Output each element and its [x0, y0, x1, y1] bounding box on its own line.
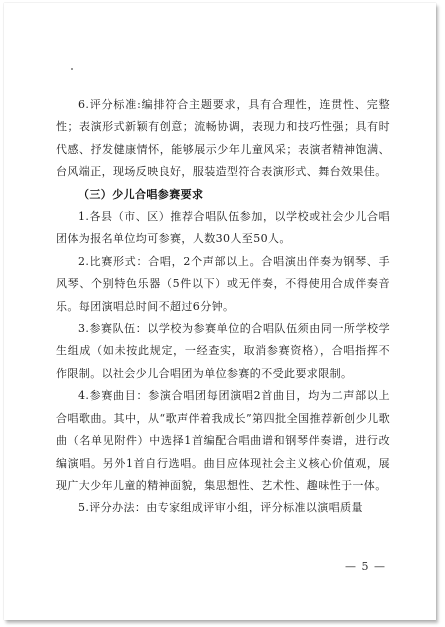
paragraph-choir-teams: 1.各县（市、区）推荐合唱队伍参加，以学校或社会少儿合唱团体为报名单位均可参赛，人数30人至50人。: [56, 210, 390, 246]
paragraph-choir-repertoire: 4.参赛曲目：参演合唱团每团演唱2首曲目，均为二声部以上合唱歌曲。其中，从“歌声伴着我成长”第四批全国推荐新创少儿歌曲（名单见附件）中选择1首编配合唱曲谱和钢琴伴奏谱，进行改编演唱。另外1首自行选唱。曲目应体现社会主义核心价值观，展现广大少年儿童的精神面貌，集思想性、艺术性、趣味性于一体。: [56, 389, 390, 492]
section-heading-choir: （三）少儿合唱参赛要求: [78, 187, 204, 201]
paragraph-choir-scoring: 5.评分办法：由专家组成评审小组，评分标准以演唱质量: [78, 501, 363, 515]
document-page: [4, 3, 436, 620]
paragraph-scoring-criteria: 6.评分标准:编排符合主题要求，具有合理性，连贯性、完整性；表演形式新颖有创意；流畅协调，表现力和技巧性强；具有时代感、抒发健康情怀，能够展示少年儿童风采；表演者精神饱满、台风端正，现场反映良好，服装造型符合表演形式、舞台效果佳。: [56, 98, 390, 179]
page-number: — 5 —: [345, 560, 386, 573]
scan-speck: [71, 68, 73, 70]
paragraph-choir-format: 2.比赛形式：合唱，2个声部以上。合唱演出伴奏为钢琴、手风琴、个别特色乐器（5件以下）或无伴奏，不得使用合成伴奏音乐。每团演唱总时间不超过6分钟。: [56, 254, 390, 313]
page-body: [56, 94, 390, 520]
paragraph-choir-participants: 3.参赛队伍：以学校为参赛单位的合唱队伍须由同一所学校学生组成（如未按此规定，一经查实，取消参赛资格），合唱指挥不作限制。以社会少儿合唱团为单位参赛的不受此要求限制。: [56, 322, 390, 380]
